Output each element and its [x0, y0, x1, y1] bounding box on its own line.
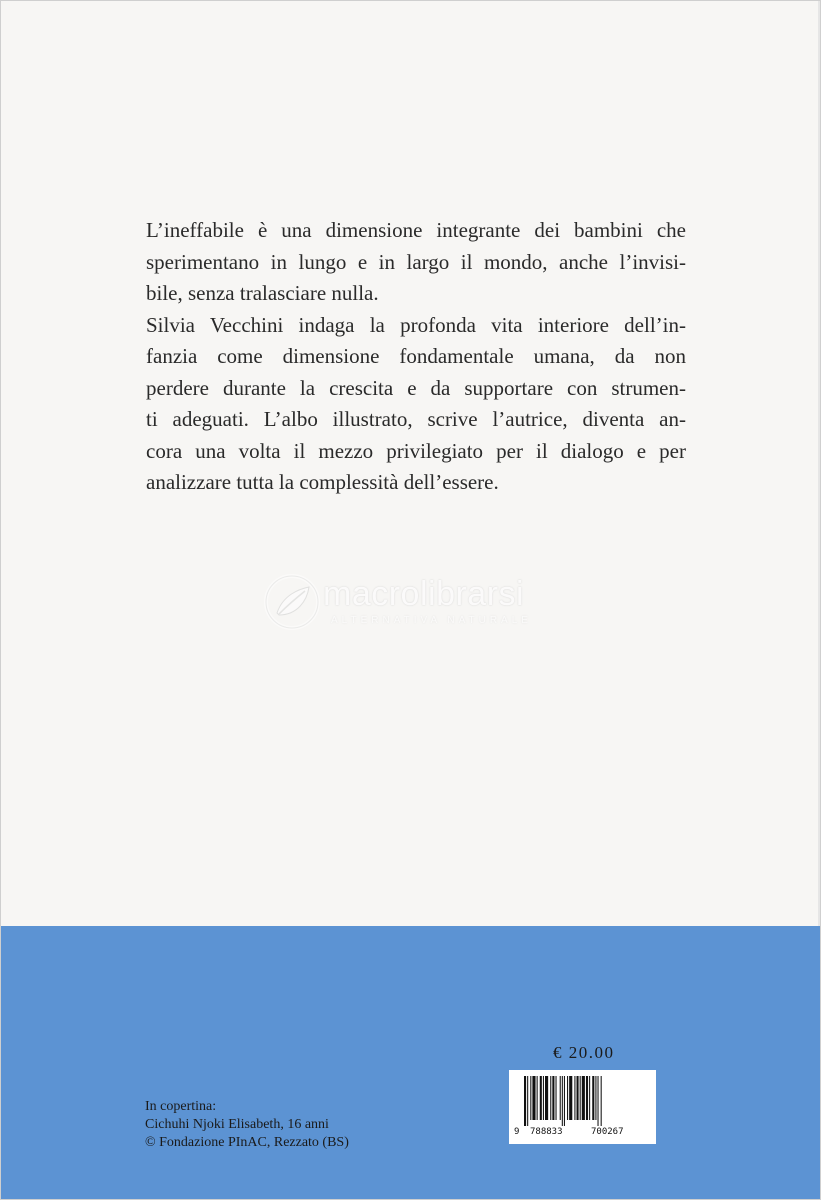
barcode-bar	[537, 1076, 538, 1120]
barcode-bar	[574, 1076, 575, 1120]
blurb-line: cora una volta il mezzo privilegiato per il dialogo e per	[146, 438, 686, 463]
barcode-bars	[516, 1076, 648, 1126]
barcode-bar	[582, 1076, 585, 1120]
barcode	[509, 1070, 656, 1144]
blurb-line: sperimentano in lungo e in largo il mondo, anche l’invisi-	[146, 249, 686, 274]
barcode-bar	[569, 1076, 572, 1120]
barcode-bar	[540, 1076, 542, 1120]
barcode-bar	[586, 1076, 588, 1120]
watermark-tagline: ALTERNATIVA NATURALE	[331, 615, 532, 626]
blurb-line: analizzare tutta la complessità dell’essere.	[146, 470, 499, 494]
blurb-line: perdere durante la crescita e da supportare con strumen-	[146, 375, 686, 400]
barcode-bar	[552, 1076, 554, 1120]
barcode-bar	[567, 1076, 568, 1120]
cover-credits	[145, 1098, 349, 1152]
leaf-icon	[263, 573, 321, 631]
barcode-bar	[592, 1076, 594, 1120]
blurb-line: fanzia come dimensione fondamentale umana, da non	[146, 344, 686, 368]
barcode-bar	[556, 1076, 557, 1120]
barcode-bar	[524, 1076, 526, 1126]
price-label: € 20.00	[553, 1043, 615, 1062]
barcode-bar	[564, 1076, 565, 1126]
barcode-bar	[589, 1076, 590, 1120]
barcode-bar	[527, 1076, 528, 1126]
barcode-bar	[580, 1076, 581, 1120]
barcode-bar	[530, 1076, 531, 1120]
blurb-line: bile, senza tralasciare nulla.	[146, 281, 379, 305]
barcode-bar	[562, 1076, 563, 1126]
credits-copyright: © Fondazione PInAC, Rezzato (BS)	[145, 1135, 349, 1150]
barcode-bar	[532, 1076, 535, 1120]
barcode-bar	[595, 1076, 596, 1120]
barcode-bar	[550, 1076, 551, 1120]
barcode-bar	[545, 1076, 548, 1120]
credits-heading: In copertina:	[145, 1099, 217, 1114]
blurb-line: ti adeguati. L’albo illustrato, scrive l’autrice, diventa an-	[146, 407, 686, 431]
credits-artist: Cichuhi Njoki Elisabeth, 16 anni	[145, 1117, 329, 1132]
watermark-name: macrolibrarsi	[323, 575, 525, 613]
blue-band	[1, 926, 820, 1199]
watermark-logo	[263, 573, 563, 633]
barcode-first-digit: 9	[514, 1127, 520, 1137]
barcode-bar	[601, 1076, 602, 1126]
blurb-line: Silvia Vecchini indaga la profonda vita interiore dell’in-	[146, 312, 686, 337]
blurb-line: L’ineffabile è una dimensione integrante dei bambini che	[146, 218, 686, 242]
barcode-bar	[560, 1076, 561, 1120]
barcode-right-digits: 700267	[591, 1127, 624, 1137]
barcode-bar	[543, 1076, 544, 1120]
barcode-left-digits: 788833	[530, 1127, 563, 1137]
barcode-bar	[598, 1076, 599, 1126]
barcode-bar	[577, 1076, 579, 1120]
blurb-text	[146, 215, 686, 499]
